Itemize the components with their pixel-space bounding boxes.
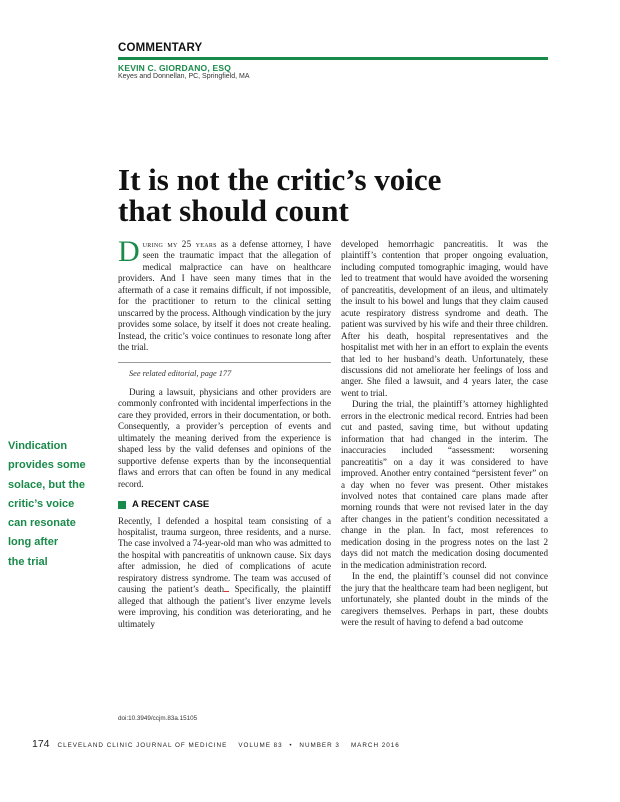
- bullet-icon: •: [289, 742, 293, 749]
- doi[interactable]: doi:10.3949/ccjm.83a.15105: [118, 715, 198, 722]
- section-label: COMMENTARY: [118, 42, 203, 54]
- issue-number: NUMBER 3: [299, 742, 340, 749]
- pull-quote-line: solace, but the: [8, 478, 86, 491]
- author-affiliation: Keyes and Donnellan, PC, Springfield, MA: [118, 73, 250, 80]
- paragraph: During a lawsuit, physicians and other providers are commonly confronted with incidental imperfections in the care they provided, errors in their documentation, or both. Consequently, a provider’s perception of events and ultimately the meaning derived from the experience is shaped less by the valid defenses and opinions of the supportive defense experts than by the inconsequential flaws and errors that can often be found in any medical record.: [118, 386, 331, 489]
- title-line-2: that should count: [118, 193, 349, 228]
- intro-paragraph: [118, 235, 331, 354]
- paragraph-part-2: Specifically, the plaintiff alleged that although the patient’s liver enzyme levels were improving, his condition was deteriorating, and he ultimately: [118, 584, 332, 629]
- issue-date: MARCH 2016: [350, 742, 400, 749]
- page-number: 174: [32, 738, 50, 750]
- paragraph: In the end, the plaintiff’s counsel did not convince the jury that the healthcare team had been negligent, but unfortunately, she planted doubt in the minds of the caregivers themselves. Perhaps in part, these doubts were the result of having to defend a bad outcome: [341, 571, 548, 627]
- see-related-link[interactable]: See related editorial, page 177: [118, 362, 331, 379]
- footer-meta: [58, 742, 400, 749]
- author-name: KEVIN C. GIORDANO, ESQ: [118, 63, 232, 73]
- intro-smallcaps: uring my 25 years: [142, 239, 217, 249]
- pull-quote-line: long after: [8, 536, 59, 549]
- journal-name: CLEVELAND CLINIC JOURNAL OF MEDICINE: [57, 742, 228, 749]
- intro-text: as a defense attorney, I have seen the traumatic impact that the allegation of medical malpractice can have on healthcare providers. And I have seen many times that in the aftermath of a case it remains difficult, if not impossible, for the practitioner to return to the clinical setting unscarred by the process. Although vindication by the jury provides some solace, by itself it does not create healing. Instead, the critic’s voice continues to resonate long after the trial.: [118, 239, 331, 353]
- article-title: [118, 164, 518, 226]
- article-header: [118, 42, 548, 54]
- body-column-left: [118, 235, 332, 630]
- paragraph: [118, 516, 331, 631]
- pull-quote-line: critic’s voice: [8, 497, 75, 510]
- paragraph: developed hemorrhagic pancreatitis. It was the plaintiff’s contention that proper ongoing evaluation, including computed tomographic imaging, would have led to treatment that would have avoided the worsening of pancreatitis, development of an ileus, and ultimately the insult to his bowel and lungs that they claim caused acute respiratory distress syndrome and death. The patient was survived by his wife and their three children. After his death, hospital representatives and the hospitalist met with her in an effort to explain the events that led to her husband’s death. Unfortunately, these discussions did not ameliorate her feelings of loss and anger. She filed a lawsuit, and 4 years later, the case went to trial.: [341, 239, 548, 398]
- pull-quote-line: Vindication: [8, 440, 68, 452]
- section-rule: [118, 57, 548, 60]
- page-footer: [32, 738, 400, 750]
- paragraph-part-1: Recently, I defended a hospital team consisting of a hospitalist, trauma surgeon, three residents, and a nurse. The case involved a 74-year-old man who was admitted to the hospital with pancreatitis of unknown cause. Six days after admission, he died of complications of acute respiratory distress syndrome. The team was accused of causing the patient’s death: [118, 515, 331, 595]
- pull-quote-line: the trial: [8, 555, 48, 568]
- body-column-right: [341, 239, 548, 628]
- pull-quote-line: can resonate: [8, 517, 76, 530]
- subhead: [118, 499, 331, 510]
- drop-cap: D: [118, 235, 140, 268]
- square-bullet-icon: [118, 501, 126, 509]
- pull-quote-line: provides some: [8, 459, 86, 472]
- subhead-label: A RECENT CASE: [132, 499, 210, 511]
- paragraph: During the trial, the plaintiff’s attorney highlighted errors in the electronic medical record. Entries had been cut and pasted, saving time, but without updating information that had changed in the interim. The inaccuracies included “assessment: worsening pancreatitis” on a day it was considered to have improved. Another entry contained “persistent fever” on a day when no fever was present. Other mistakes involved notes that contained care plans made after morning rounds that were not revised later in the day after changes in the patient’s condition necessitated a change in the plan. In fact, most references to medication dosing in the progress notes on the last 2 days did not match the medication dosing documented in the medication administration record.: [341, 399, 548, 570]
- title-line-1: It is not the critic’s voice: [118, 162, 442, 197]
- pull-quote: [8, 437, 110, 572]
- volume: VOLUME 83: [238, 742, 283, 749]
